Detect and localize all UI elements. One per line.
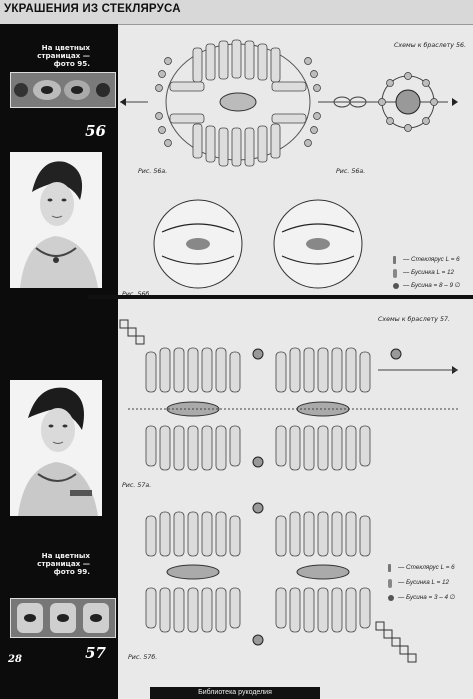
legend-57-row xyxy=(388,564,473,574)
round-bead-icon xyxy=(393,283,399,289)
legend-57 xyxy=(388,564,473,604)
fig-56a-left-label: Рис. 56а. xyxy=(138,168,168,175)
legend-57-row xyxy=(388,579,473,589)
diagram-56-title: Схемы к браслету 56. xyxy=(394,42,467,49)
bugle-bead-icon xyxy=(388,564,391,572)
legend-57-round-text: — Бусина = 3 – 4 ∅ xyxy=(398,594,456,601)
bracelet-56-scheme xyxy=(118,26,473,294)
round-bead-icon xyxy=(388,595,394,601)
diagram-57-title: Схемы к браслету 57. xyxy=(378,316,451,323)
legend-57-oval-text: — Бусинка L = 12 xyxy=(398,579,450,586)
sidebar xyxy=(0,24,118,699)
sidebar-caption-bottom: На цветных страницах — фото 99. xyxy=(37,551,90,577)
legend-56-row xyxy=(393,269,473,279)
photo-number-57: 57 xyxy=(85,644,106,662)
sidebar-caption-top: На цветных страницах — фото 95. xyxy=(37,43,90,69)
fig-56a-right-label: Рис. 56а. xyxy=(336,168,366,175)
bracelet-photo-56 xyxy=(10,72,116,108)
legend-56 xyxy=(393,256,473,296)
section-divider xyxy=(88,295,473,299)
header-bar xyxy=(0,0,473,25)
legend-56-oval-text: — Бусинка L = 12 xyxy=(403,269,455,276)
bracelet-57-scheme xyxy=(118,302,473,687)
model-portrait-top xyxy=(10,152,102,288)
legend-56-row xyxy=(393,282,473,292)
page-header-title: УКРАШЕНИЯ ИЗ СТЕКЛЯРУСА xyxy=(4,3,181,15)
bugle-bead-icon xyxy=(393,256,396,264)
bracelet-photo-57 xyxy=(10,598,116,638)
model-portrait-bottom xyxy=(10,380,102,516)
bottom-caption: Библиотека рукоделия xyxy=(150,687,320,699)
legend-56-round-text: — Бусина = 8 – 9 ∅ xyxy=(403,282,461,289)
legend-56-row xyxy=(393,256,473,266)
legend-56-bugle-text: — Стеклярус L = 6 xyxy=(403,256,460,263)
fig-57a-label: Рис. 57а. xyxy=(122,482,152,489)
fig-57b-label: Рис. 57б. xyxy=(128,654,158,661)
legend-57-row xyxy=(388,594,473,604)
legend-57-bugle-text: — Стеклярус L = 6 xyxy=(398,564,455,571)
oval-bead-icon xyxy=(393,269,397,278)
diagram-56 xyxy=(118,26,473,294)
oval-bead-icon xyxy=(388,579,392,588)
page-number: 28 xyxy=(8,654,22,665)
diagram-57 xyxy=(118,302,473,687)
photo-number-56: 56 xyxy=(85,122,106,140)
